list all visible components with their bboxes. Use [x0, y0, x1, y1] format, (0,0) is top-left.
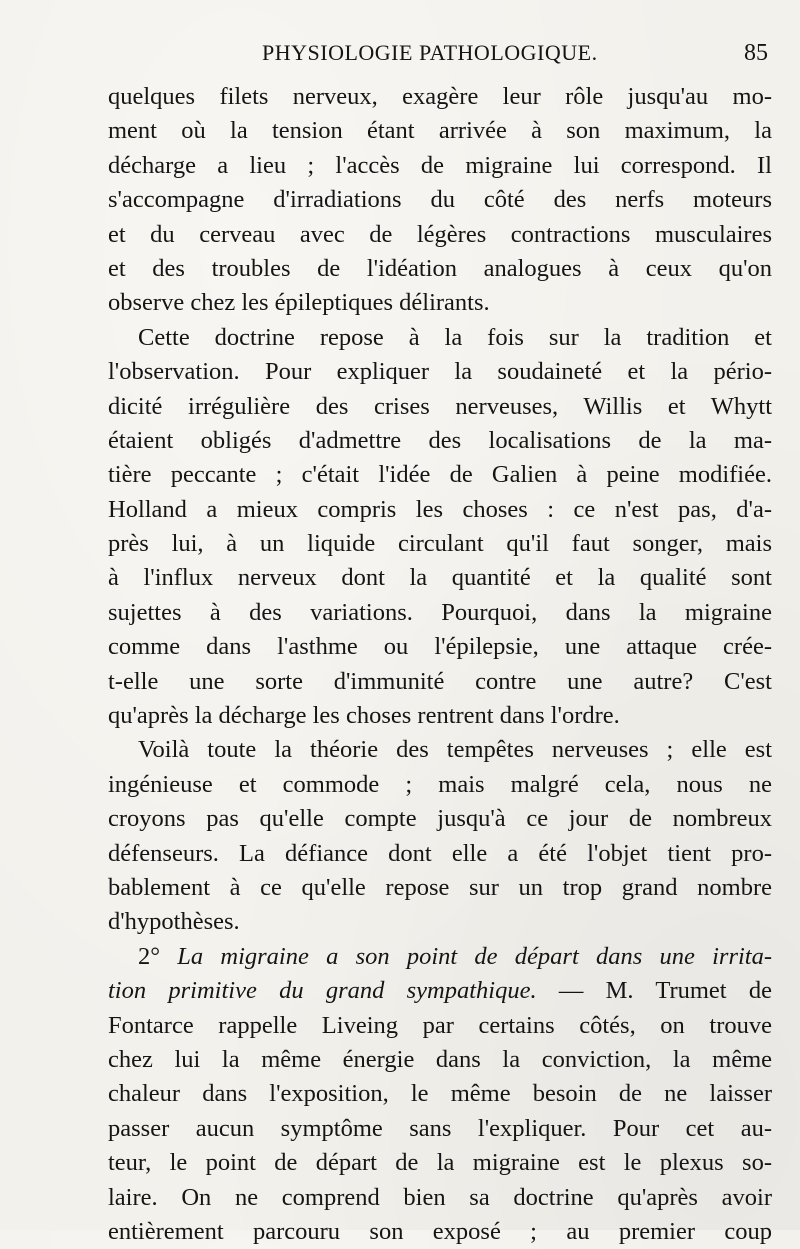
section-title-italic: La migraine a son point de départ dans une irrita-: [177, 942, 773, 970]
text-line: s'accompagne d'irradiations du côté des nerfs moteurs: [108, 186, 772, 214]
section-heading-line: [108, 940, 772, 974]
text-line: décharge a lieu ; l'accès de migraine lui correspond. Il: [108, 151, 772, 179]
body-text: [108, 80, 772, 1249]
text-line: croyons pas qu'elle compte jusqu'à ce jour de nombreux: [108, 805, 772, 833]
text-line: observe chez les épileptiques délirants.: [108, 289, 490, 317]
section-number: 2°: [138, 942, 161, 970]
text-line: laire. On ne comprend bien sa doctrine qu'après avoir: [108, 1183, 772, 1211]
text-line: étaient obligés d'admettre des localisations de la ma-: [108, 426, 772, 454]
text-line: qu'après la décharge les choses rentrent dans l'ordre.: [108, 702, 620, 730]
text-line: tière peccante ; c'était l'idée de Galien à peine modifiée.: [108, 461, 772, 489]
text-line: passer aucun symptôme sans l'expliquer. Pour cet au-: [108, 1114, 772, 1142]
text-line: Holland a mieux compris les choses : ce n'est pas, d'a-: [108, 495, 772, 523]
section-lead-text: — M. Trumet de: [558, 977, 772, 1005]
text-line: dicité irrégulière des crises nerveuses, Willis et Whytt: [108, 392, 772, 420]
text-line: à l'influx nerveux dont la quantité et la qualité sont: [108, 564, 772, 592]
page-number: 85: [744, 40, 768, 66]
text-line: défenseurs. La défiance dont elle a été l'objet tient pro-: [108, 839, 772, 867]
text-line: chez lui la même énergie dans la conviction, la même: [108, 1045, 772, 1073]
section-title-italic: tion primitive du grand sympathique.: [108, 977, 537, 1005]
text-line: d'hypothèses.: [108, 908, 240, 936]
text-line: Cette doctrine repose à la fois sur la tradition et: [138, 323, 772, 351]
text-line: ingénieuse et commode ; mais malgré cela, nous ne: [108, 770, 772, 798]
text-line: et du cerveau avec de légères contractions musculaires: [108, 220, 772, 248]
text-line: chaleur dans l'exposition, le même besoin de ne laisser: [108, 1080, 772, 1108]
text-line: sujettes à des variations. Pourquoi, dans la migraine: [108, 598, 772, 626]
section-heading-line: [108, 974, 772, 1008]
text-line: entièrement parcouru son exposé ; au premier coup: [108, 1217, 772, 1245]
text-line: bablement à ce qu'elle repose sur un trop grand nombre: [108, 873, 772, 901]
running-head: PHYSIOLOGIE PATHOLOGIQUE.: [262, 40, 598, 65]
text-line: t-elle une sorte d'immunité contre une autre? C'est: [108, 667, 772, 695]
page-header: [0, 40, 800, 80]
text-line: teur, le point de départ de la migraine est le plexus so-: [108, 1149, 772, 1177]
text-line: quelques filets nerveux, exagère leur rôle jusqu'au mo-: [108, 83, 772, 110]
text-line: Fontarce rappelle Liveing par certains côtés, on trouve: [108, 1011, 772, 1039]
text-line: l'observation. Pour expliquer la soudaineté et la pério-: [108, 358, 772, 386]
text-line: ment où la tension étant arrivée à son maximum, la: [108, 117, 772, 145]
text-line: près lui, à un liquide circulant qu'il faut songer, mais: [108, 530, 772, 558]
text-line: et des troubles de l'idéation analogues à ceux qu'on: [108, 254, 772, 282]
text-line: Voilà toute la théorie des tempêtes nerveuses ; elle est: [138, 736, 772, 764]
text-line: comme dans l'asthme ou l'épilepsie, une attaque crée-: [108, 633, 772, 661]
